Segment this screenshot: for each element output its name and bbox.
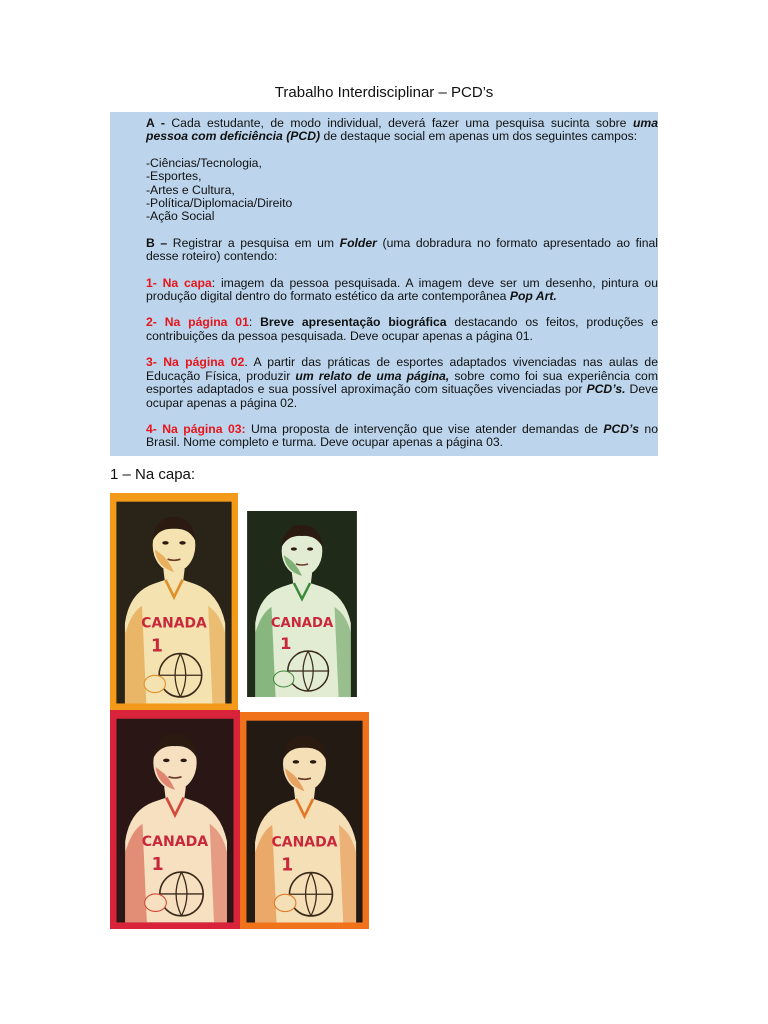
section-b-label: B – [146,235,168,250]
eye [291,547,297,550]
field-item: -Política/Diplomacia/Direito [146,196,293,211]
fields-list [110,157,658,224]
item-pagina-03-text: Uma proposta de intervenção que vise atender demandas de [245,421,604,436]
eye [310,760,316,763]
jersey-number: 1 [280,634,292,653]
eye [163,759,170,763]
section-b-text-end: (uma dobradura no formato apresentado ao final desse roteiro) contendo: [146,235,658,264]
eye [162,541,168,544]
pop-art-portrait [110,493,238,710]
item-pagina-01 [110,316,658,343]
hand [274,894,296,911]
section-a-text: Cada estudante, de modo individual, deverá fazer uma pesquisa sucinta sobre [164,116,633,130]
eye [293,760,299,763]
item-pagina-03 [110,423,658,450]
eye [180,759,187,763]
section-a-emphasis: uma pessoa com deficiência (PCD) [146,116,658,144]
jersey-text: CANADA [271,834,338,851]
section-b-text: Registrar a pesquisa em um [167,235,340,250]
pop-art-portrait [240,712,369,929]
item-pagina-02 [110,356,658,410]
hand [274,671,294,687]
item-pagina-03-emphasis: PCD’s [603,421,640,436]
pop-art-portrait [110,710,240,929]
item-capa-text: : imagem da pessoa pesquisada. A imagem deve ser um desenho, pintura ou produção digital dentro do formato estético da arte contemporânea [146,275,658,304]
section-a-text-end: de destaque social em apenas um dos seguintes campos: [320,129,638,144]
section-b-emphasis: Folder [339,235,377,250]
item-capa-emphasis: Pop Art. [509,289,557,304]
section-heading-capa: 1 – Na capa: [110,466,196,483]
jersey-text: CANADA [141,833,209,850]
item-pagina-02-text-mid: sobre como foi sua experiência com esportes adaptados e sua possível aproximação com situações vivenciadas por [146,368,658,397]
item-pagina-02-emphasis: um relato de uma página, [295,368,450,383]
item-pagina-02-emphasis-pcd: PCD’s. [586,382,626,397]
section-a [110,117,658,144]
item-pagina-02-text: . A partir das práticas de esportes adaptados vivenciadas nas aulas de Educação Física, produzir [146,355,658,383]
instructions-box [110,112,658,456]
jersey-number: 1 [151,854,164,875]
field-item: -Artes e Cultura, [146,182,235,197]
pop-art-portrait [241,503,363,703]
hand [144,675,165,692]
eye [179,541,185,544]
field-item: -Ciências/Tecnologia, [146,155,262,170]
field-item: -Ação Social [146,209,215,224]
field-item: -Esportes, [146,169,202,184]
item-pagina-01-emphasis: Breve apresentação biográfica [260,315,447,330]
item-pagina-01-text-end: destacando os feitos, produções e contribuições da pessoa pesquisada. Deve ocupar apenas a página 01. [146,315,658,343]
item-pagina-02-text-end: Deve ocupar apenas a página 02. [146,382,658,410]
pop-art-panel-green [241,503,363,703]
eye [307,547,313,550]
section-b [110,237,658,264]
item-pagina-01-label: 2- Na página 01 [146,315,249,330]
jersey-number: 1 [281,855,294,876]
item-pagina-01-text: : [248,315,261,330]
item-pagina-02-label: 3- Na página 02 [146,355,245,370]
item-pagina-03-label: 4- Na página 03: [146,421,246,436]
pop-art-panel-orange [110,493,238,710]
jersey-text: CANADA [141,615,207,632]
item-capa-label: 1- Na capa [146,275,212,290]
jersey-number: 1 [150,636,163,657]
pop-art-panel-red [110,710,240,929]
pop-art-panel-dark-orange [240,712,369,929]
item-pagina-03-text-end: no Brasil. Nome completo e turma. Deve ocupar apenas a página 03. [146,421,658,450]
item-capa [110,277,658,304]
hand [145,894,167,912]
jersey-text: CANADA [270,616,334,631]
page-title: Trabalho Interdisciplinar – PCD’s [274,84,494,101]
section-a-label: A - [146,116,165,130]
